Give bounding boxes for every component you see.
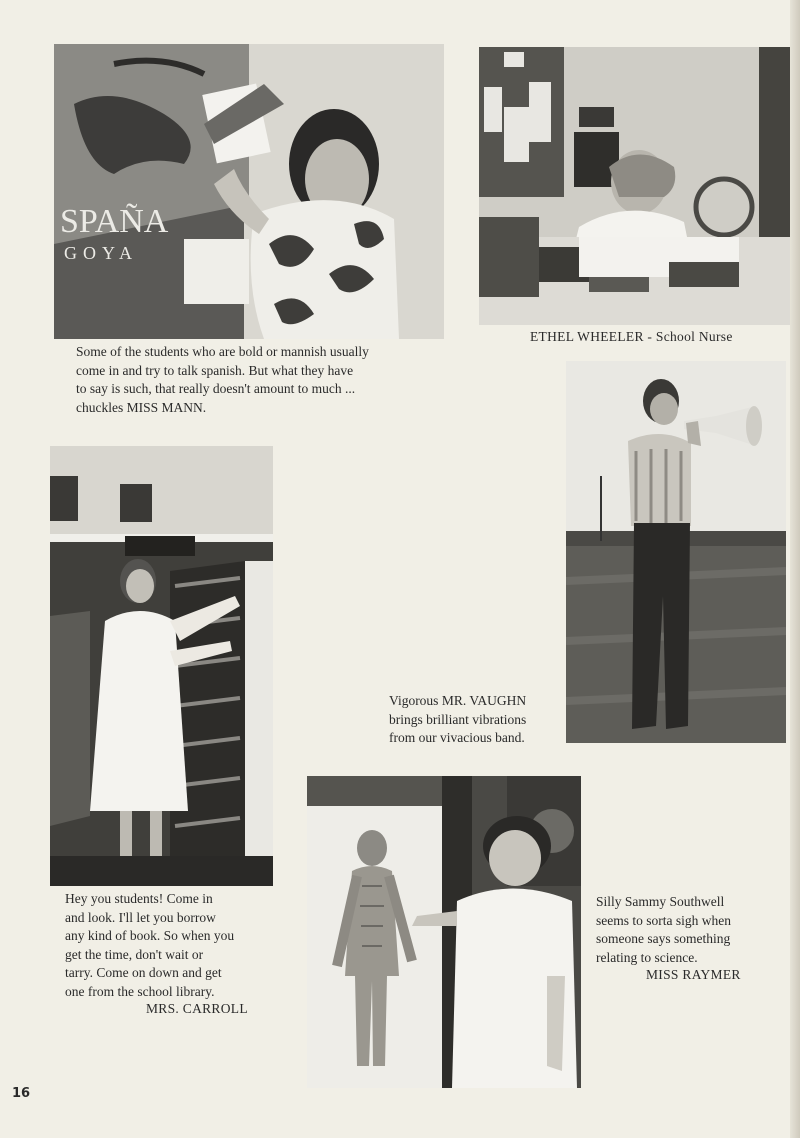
caption-miss-raymer: Silly Sammy Southwell seems to sorta sigh when someone says something relating to science. <box>596 894 731 965</box>
caption-mrs-carroll: Hey you students! Come in and look. I'll let you borrow any kind of book. So when you get the time, don't wait or tarry. Come on down and get one from the school library. <box>65 891 235 999</box>
photo-spanish-teacher <box>54 44 444 339</box>
caption-ethel-wheeler: ETHEL WHEELER - School Nurse <box>530 329 733 344</box>
signature-mrs-carroll: MRS. CARROLL <box>146 1001 248 1016</box>
page-number: 16 <box>12 1086 31 1101</box>
caption-mr-vaughn: Vigorous MR. VAUGHN brings brilliant vibrations from our vivacious band. <box>389 693 527 745</box>
poster-title: SPAÑA <box>60 203 169 240</box>
poster-subtitle: GOYA <box>64 243 139 263</box>
photo-science-teacher <box>307 776 581 1088</box>
photo-band-director <box>566 361 786 743</box>
photo-librarian <box>50 446 273 886</box>
page-edge <box>790 0 800 1138</box>
signature-miss-raymer: MISS RAYMER <box>646 967 741 982</box>
caption-miss-mann: Some of the students who are bold or mannish usually come in and try to talk spanish. But what they have to say is such, that really doesn't amount to much ... chuckles MISS MANN. <box>76 344 369 415</box>
photo-school-nurse <box>479 47 794 325</box>
